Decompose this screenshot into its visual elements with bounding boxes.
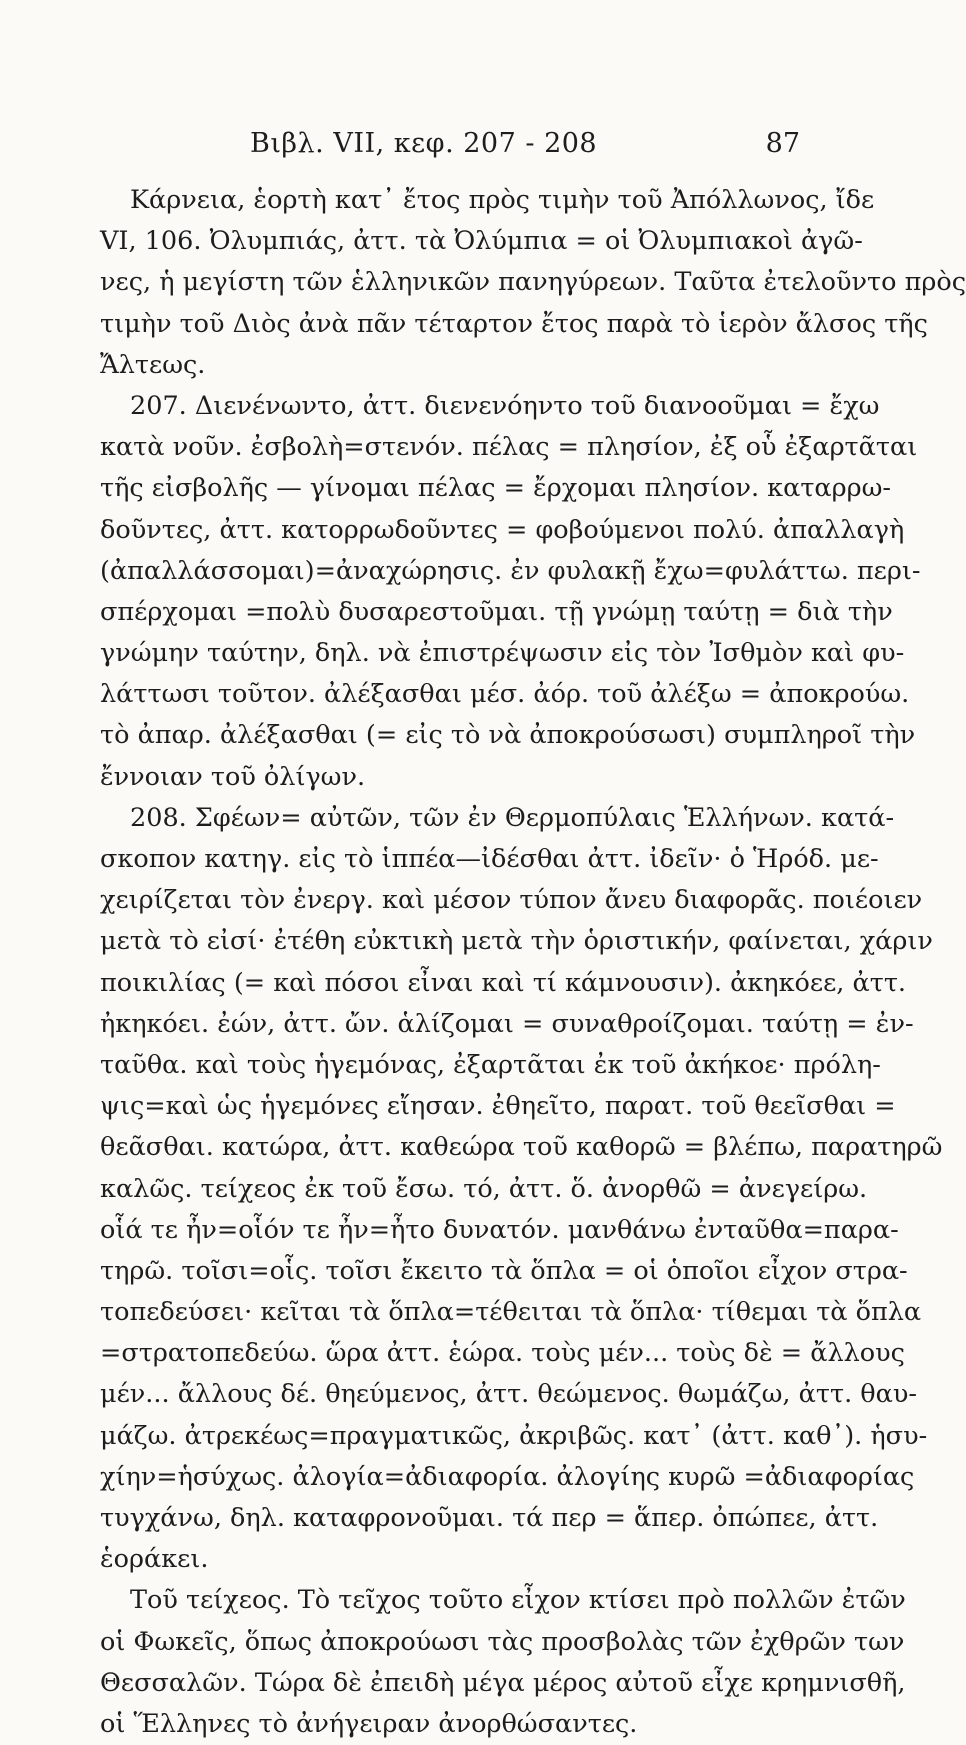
text-line: ἑοράκει. [100, 1544, 209, 1575]
text-line: καλῶς. τείχεος ἐκ τοῦ ἔσω. τό, ἀττ. ὅ. ἀνορθῶ = ἀνεγείρω. [100, 1173, 868, 1204]
text-line: =στρατοπεδεύω. ὥρα ἀττ. ἑώρα. τοὺς μέν... τοὺς δὲ = ἄλλους [100, 1338, 905, 1369]
text-line: μάζω. ἀτρεκέως=πραγματικῶς, ἀκριβῶς. κατ᾽ (ἀττ. καθ᾽). ἡσυ- [100, 1420, 928, 1451]
text-line: (ἀπαλλάσσομαι)=ἀναχώρησις. ἐν φυλακῇ ἔχω=φυλάττω. περι- [100, 555, 921, 586]
text-line: ἠκηκόει. ἐών, ἀττ. ὤν. ἁλίζομαι = συναθροίζομαι. ταύτῃ = ἐν- [100, 1008, 914, 1039]
text-line: τυγχάνω, δηλ. καταφρονοῦμαι. τά περ = ἅπερ. ὀπώπεε, ἀττ. [100, 1503, 879, 1533]
text-line: θεᾶσθαι. κατώρα, ἀττ. καθεώρα τοῦ καθορῶ = βλέπω, παρατηρῶ [100, 1132, 943, 1163]
running-title: Βιβλ. VII, κεφ. 207 - 208 [250, 128, 598, 159]
text-line: ψις=καὶ ὡς ἡγεμόνες εἴησαν. ἐθηεῖτο, παρατ. τοῦ θεεῖσθαι = [100, 1091, 896, 1122]
text-line: χειρίζεται τὸν ἐνεργ. καὶ μέσον τύπον ἄνευ διαφορᾶς. ποιέοιεν [100, 885, 923, 916]
text-line: οἱ Φωκεῖς, ὅπως ἀποκρούωσι τὰς προσβολὰς τῶν ἐχθρῶν των [100, 1626, 905, 1657]
text-line: 208. Σφέων= αὐτῶν, τῶν ἐν Θερμοπύλαις Ἑλλήνων. κατά- [130, 802, 895, 833]
text-line: ποικιλίας (= καὶ πόσοι εἶναι καὶ τί κάμνουσιν). ἀκηκόεε, ἀττ. [100, 967, 907, 998]
text-line: κατὰ νοῦν. ἐσβολὴ=στενόν. πέλας = πλησίον, ἐξ οὗ ἐξαρτᾶται [100, 432, 918, 463]
text-line: οἷά τε ἦν=οἷόν τε ἦν=ἦτο δυνατόν. μανθάνω ἐνταῦθα=παρα- [100, 1214, 899, 1245]
text-line: τοπεδεύσει· κεῖται τὰ ὅπλα=τέθειται τὰ ὅπλα· τίθεμαι τὰ ὅπλα [100, 1297, 922, 1328]
text-line: ταῦθα. καὶ τοὺς ἡγεμόνας, ἐξαρτᾶται ἐκ τοῦ ἀκήκοε· πρόλη- [100, 1049, 881, 1080]
text-line: τῆς εἰσβολῆς — γίνομαι πέλας = ἔρχομαι πλησίον. καταρρω- [100, 473, 892, 504]
text-line: λάττωσι τοῦτον. ἀλέξασθαι μέσ. ἀόρ. τοῦ ἀλέξω = ἀποκρούω. [100, 679, 910, 710]
text-line: σκοπον κατηγ. εἰς τὸ ἱππέα—ἰδέσθαι ἀττ. ἰδεῖν· ὁ Ἡρόδ. με- [100, 844, 879, 874]
text-line: οἱ Ἕλληνες τὸ ἀνήγειραν ἀνορθώσαντες. [100, 1708, 638, 1739]
text-line: Ἄλτεως. [100, 349, 206, 380]
commentary-text [100, 180, 966, 1745]
text-line: τιμὴν τοῦ Διὸς ἀνὰ πᾶν τέταρτον ἔτος παρὰ τὸ ἱερὸν ἄλσος τῆς [100, 308, 928, 339]
text-line: Τοῦ τείχεος. Τὸ τεῖχος τοῦτο εἶχον κτίσει πρὸ πολλῶν ἐτῶν [130, 1585, 906, 1616]
page-number: 87 [765, 128, 800, 159]
text-line: Θεσσαλῶν. Τώρα δὲ ἐπειδὴ μέγα μέρος αὐτοῦ εἶχε κρημνισθῆ, [100, 1667, 906, 1698]
text-line: 207. Διενένωντο, ἀττ. διενενόηντο τοῦ διανοοῦμαι = ἔχω [130, 390, 880, 421]
text-line: ἔννοιαν τοῦ ὀλίγων. [100, 761, 366, 792]
text-line: χίην=ἡσύχως. ἀλογία=ἀδιαφορία. ἀλογίης κυρῶ =ἀδιαφορίας [100, 1461, 915, 1492]
text-line: σπέρχομαι =πολὺ δυσαρεστοῦμαι. τῇ γνώμῃ ταύτῃ = διὰ τὴν [100, 596, 893, 627]
text-line: μέν... ἄλλους δέ. θηεύμενος, ἀττ. θεώμενος. θωμάζω, ἀττ. θαυ- [100, 1379, 917, 1410]
text-line: μετὰ τὸ εἰσί· ἐτέθη εὐκτικὴ μετὰ τὴν ὁριστικήν, φαίνεται, χάριν [100, 926, 933, 957]
text-line: τὸ ἀπαρ. ἀλέξασθαι (= εἰς τὸ νὰ ἀποκρούσωσι) συμπληροῖ τὴν [100, 720, 916, 751]
text-line: VI, 106. Ὀλυμπιάς, ἀττ. τὰ Ὀλύμπια = οἱ Ὀλυμπιακοὶ ἀγῶ- [100, 226, 863, 257]
text-line: γνώμην ταύτην, δηλ. νὰ ἐπιστρέψωσιν εἰς τὸν Ἰσθμὸν καὶ φυ- [100, 638, 905, 669]
text-line: Κάρνεια, ἑορτὴ κατ᾽ ἔτος πρὸς τιμὴν τοῦ Ἀπόλλωνος, ἴδε [130, 185, 875, 215]
running-header [100, 128, 800, 168]
text-line: τηρῶ. τοῖσι=οἷς. τοῖσι ἔκειτο τὰ ὅπλα = οἱ ὁποῖοι εἶχον στρα- [100, 1255, 908, 1286]
text-line: δοῦντες, ἀττ. κατορρωδοῦντες = φοβούμενοι πολύ. ἀπαλλαγὴ [100, 514, 905, 545]
text-line: νες, ἡ μεγίστη τῶν ἑλληνικῶν πανηγύρεων. Ταῦτα ἐτελοῦντο πρὸς [100, 267, 966, 298]
